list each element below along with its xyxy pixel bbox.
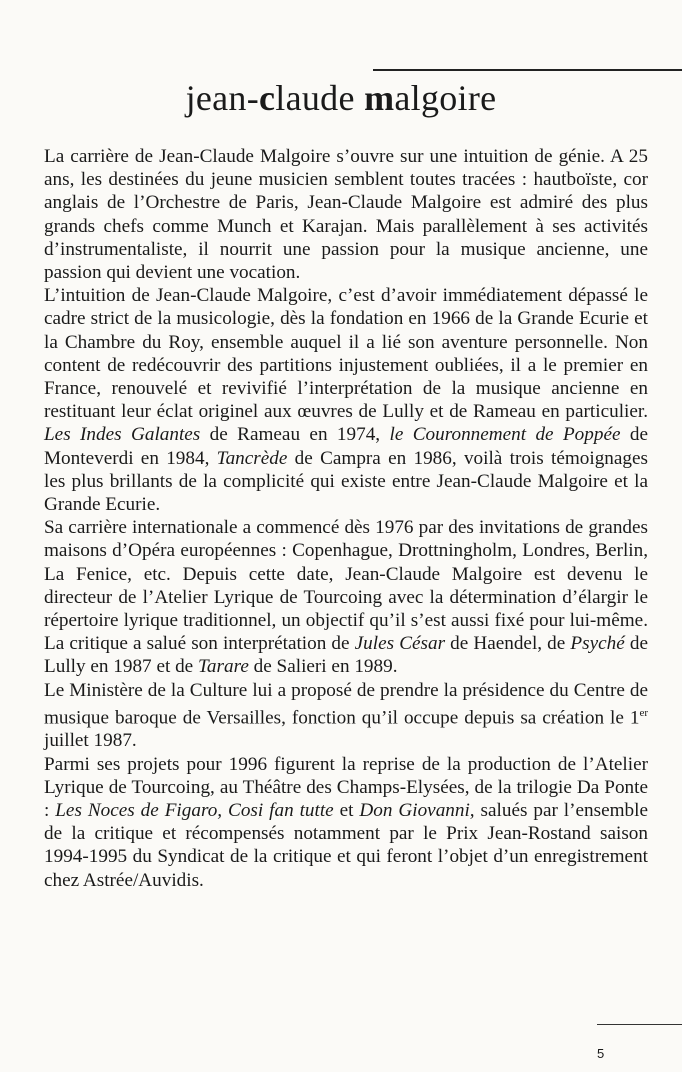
italic-text: Don Giovanni, <box>359 800 475 822</box>
text-run: de Rameau en 1974, <box>200 424 390 446</box>
italic-text: Les Indes Galantes <box>44 424 201 446</box>
text-run: de Lully en 1987 et de <box>44 633 648 678</box>
paragraph <box>44 753 648 892</box>
italic-text: le Couronnement de Poppée <box>389 424 621 446</box>
text-run: Sa carrière internationale a commencé dès 1976 par des invitations de grandes maisons d’Opéra européennes : Copenhague, Drottningholm, Londres, Berlin, La Fenice, etc. Depuis cette date, Jean-Claude Malgoire est devenu le directeur de l’Atelier Lyrique de Tourcoing avec la détermination d’élargir le répertoire lyrique traditionnel, un objectif qu’il s’est aussi fixé pour lui-même. La critique a salué son interprétation de <box>44 517 648 655</box>
text-run: de Salieri en 1989. <box>248 656 398 678</box>
text-run: salués par l’ensemble de la critique et récompensés notamment par le Prix Jean-Rostand saison 1994-1995 du Syndicat de la critique et qui feront l’objet d’un enregistrement chez Astrée/Auvidis. <box>44 800 648 891</box>
text-run: L’intuition de Jean-Claude Malgoire, c’est d’avoir immédiatement dépassé le cadre strict de la musicologie, dès la fondation en 1966 de la Grande Ecurie et la Chambre du Roy, ensemble auquel il a lié son aventure personnelle. Non content de redécouvrir des partitions injustement oubliées, il a le premier en France, renouvelé et revivifié l’interprétation de la musique ancienne en restituant leur éclat originel aux œuvres de Lully et de Rameau en particulier. <box>44 285 648 423</box>
italic-text: Jules César <box>354 633 446 655</box>
header-rule <box>373 69 682 71</box>
text-run: et <box>333 800 360 822</box>
text-run: de Monteverdi en 1984, <box>44 424 648 469</box>
title-part: algoire <box>394 78 497 118</box>
italic-text: Tarare <box>198 656 249 678</box>
paragraph <box>44 145 648 284</box>
footer-rule <box>597 1024 682 1025</box>
italic-text: Les Noces de Figaro, Cosi fan tutte <box>55 800 334 822</box>
text-run: de Haendel, de <box>445 633 571 655</box>
text-run: de Campra en 1986, voilà trois témoignages les plus brillants de la complicité qui existe entre Jean-Claude Malgoire et la Grande Ecurie. <box>44 447 648 516</box>
paragraph <box>44 679 648 753</box>
page-number: 5 <box>597 1046 605 1061</box>
article-body <box>44 145 648 892</box>
italic-text: Psyché <box>570 633 625 655</box>
title-part: c <box>259 78 276 118</box>
paragraph <box>44 284 648 516</box>
text-run: Parmi ses projets pour 1996 figurent la reprise de la production de l’Atelier Lyrique de Tourcoing, au Théâtre des Champs-Elysées, de la trilogie Da Ponte : <box>44 753 648 822</box>
italic-text: Tancrède <box>216 447 288 469</box>
title-part: laude <box>275 78 365 118</box>
text-run: juillet 1987. <box>44 730 137 752</box>
text-run: Le Ministère de la Culture lui a proposé de prendre la présidence du Centre de musique baroque de Versailles, fonction qu’il occupe depuis sa création le 1 <box>44 679 648 729</box>
superscript-text: er <box>639 706 648 719</box>
text-run: La carrière de Jean-Claude Malgoire s’ouvre sur une intuition de génie. A 25 ans, les destinées du jeune musicien semblent toutes tracées : hautboïste, cor anglais de l’Orchestre de Paris, Jean-Claude Malgoire est admiré des plus grands chefs comme Munch et Karajan. Mais parallèlement à ses activités d’instrumentaliste, il nourrit une passion pour la musique ancienne, une passion qui devient une vocation. <box>44 146 648 284</box>
page-title <box>0 76 682 120</box>
title-part: jean- <box>185 78 260 118</box>
paragraph <box>44 516 648 678</box>
title-part: m <box>364 78 395 118</box>
